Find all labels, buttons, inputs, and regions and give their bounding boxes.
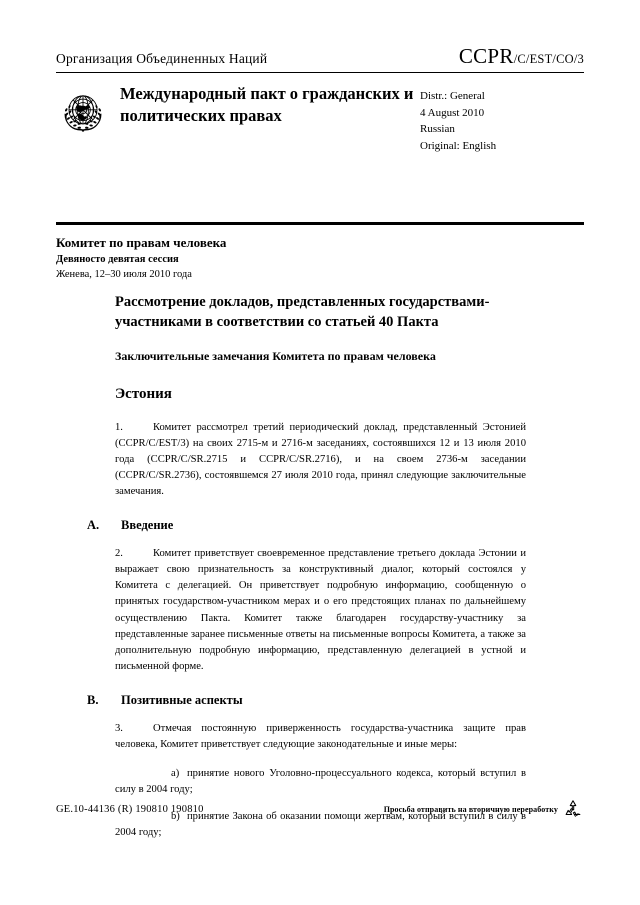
- document-symbol-main: CCPR: [458, 44, 514, 68]
- instrument-title: Международный пакт о гражданских и политических правах: [120, 84, 414, 125]
- section-a-letter: A.: [87, 518, 100, 533]
- document-language: Russian: [420, 123, 455, 135]
- committee-block: [56, 234, 584, 282]
- document-body: [87, 293, 526, 853]
- paragraph-1: [115, 420, 526, 500]
- section-heading-a: [87, 518, 526, 533]
- subparagraph-a-letter: a): [171, 768, 180, 780]
- footer-job-code: GE.10-44136 (R) 190810 190810: [56, 803, 204, 815]
- masthead-divider: [56, 72, 584, 73]
- paragraph-3: [115, 721, 526, 753]
- paragraph-1-number: 1.: [115, 421, 123, 433]
- section-b-title: Позитивные аспекты: [121, 692, 243, 707]
- masthead-top-line: [56, 44, 584, 69]
- distribution-block: [420, 82, 580, 154]
- committee-name: Комитет по правам человека: [56, 235, 227, 250]
- paragraph-3-text: Отмечая постоянную приверженность государства-участника защите прав человека, Комитет приветствует следующие законодательные и иные меры:: [115, 722, 526, 751]
- paragraph-2-number: 2.: [115, 548, 123, 560]
- document-date: 4 August 2010: [420, 106, 485, 119]
- document-symbol: [459, 44, 584, 69]
- header-thick-divider: [56, 222, 584, 225]
- document-symbol-suffix: /C/EST/CO/3: [513, 52, 584, 66]
- section-a-title: Введение: [121, 518, 174, 533]
- page-footer: [56, 798, 584, 820]
- committee-session: Девяносто девятая сессия: [56, 253, 179, 265]
- paragraph-2: [115, 546, 526, 675]
- paragraph-3-number: 3.: [115, 722, 123, 734]
- document-subtitle: Заключительные замечания Комитета по правам человека: [115, 349, 436, 364]
- paragraph-2-text: Комитет приветствует своевременное представление третьего доклада Эстонии и выражает свою признательность за конструктивный диалог, который состоялся у Комитета с делегацией. Он приветствует подробную информацию, сообщенную о принятых государством-участником мерах и о его предстоящих планах по дальнейшему осуществлению Пакта. Комитет также благодарен государству-участнику за представленные заранее письменные ответы на письменные вопросы Комитета, а также за дополнительную подробную информацию, представленную делегацией в устной и письменной форме.: [115, 548, 526, 672]
- section-b-letter: B.: [87, 692, 99, 707]
- page-title: Рассмотрение докладов, представленных государствами-участниками в соответствии со статьей 40 Пакта: [115, 294, 490, 330]
- subparagraph-b-text: принятие Закона об оказании помощи жертвам, который вступил в силу в 2004 году;: [115, 811, 526, 839]
- subparagraph-a-text: принятие нового Уголовно-процессуального кодекса, который вступил в силу в 2004 году;: [115, 768, 526, 796]
- recycle-notice: [384, 798, 584, 820]
- section-heading-b: [87, 693, 526, 708]
- recycle-notice-text: Просьба отправить на вторичную переработку: [383, 804, 558, 814]
- un-emblem-icon: [56, 85, 110, 139]
- subparagraph-b-letter: b): [171, 811, 180, 823]
- committee-venue: Женева, 12–30 июля 2010 года: [56, 268, 192, 280]
- subparagraph-a: [115, 766, 526, 798]
- paragraph-1-text: Комитет рассмотрел третий периодический доклад, представленный Эстонией (CCPR/C/EST/3) на своих 2715-м и 2716-м заседаниях, состоявшихся 12 и 13 июля 2010 года (CCPR/C/SR.2715 и CCPR/C/SR.2716), и на своем 2736-м заседании (CCPR/C/SR.2736), состоявшемся 27 июля 2010 года, принял следующие заключительные замечания.: [115, 421, 526, 498]
- distribution-type: Distr.: General: [420, 90, 485, 102]
- original-language: Original: English: [420, 139, 497, 152]
- country-heading: Эстония: [115, 386, 172, 403]
- instrument-title-row: [56, 82, 584, 154]
- masthead: [56, 44, 584, 154]
- organization-name: Организация Объединенных Наций: [56, 51, 268, 66]
- recycle-icon: [562, 798, 584, 820]
